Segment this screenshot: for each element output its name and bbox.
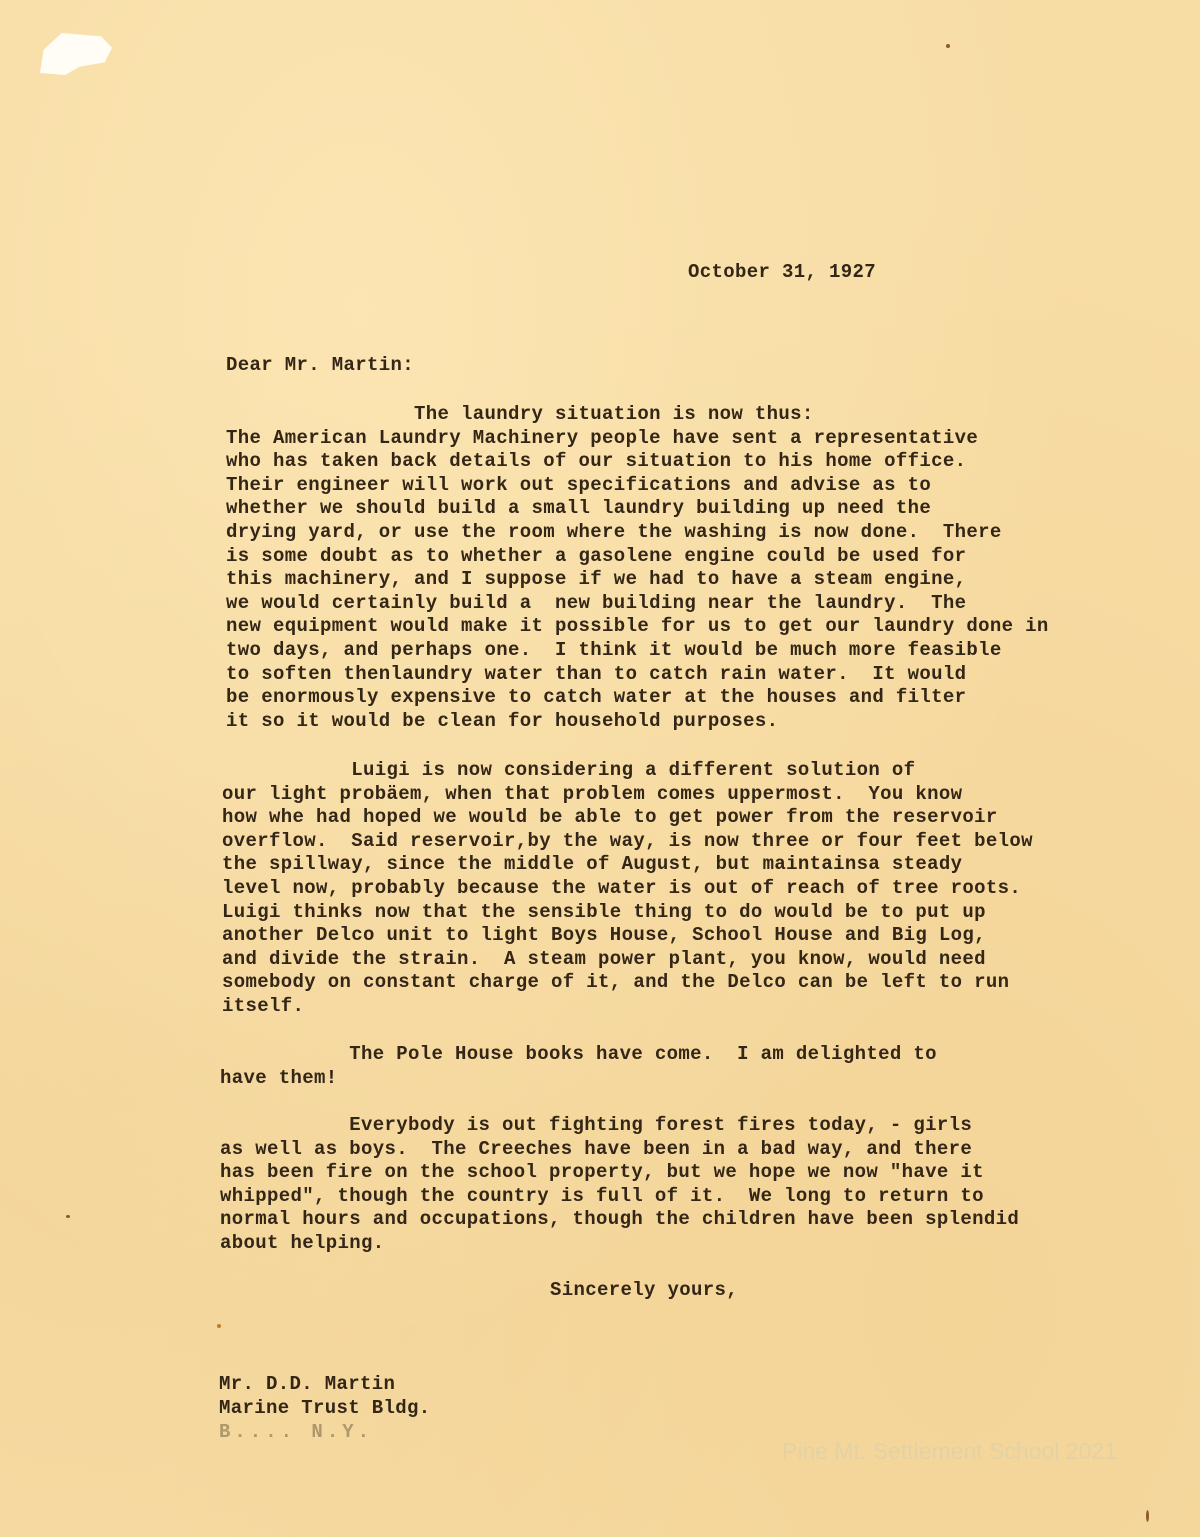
letter-closing: Sincerely yours, [550, 1279, 739, 1301]
body-line: our light probäem, when that problem comes uppermost. You know [222, 782, 963, 805]
body-line: as well as boys. The Creeches have been in a bad way, and there [220, 1137, 973, 1160]
body-line: normal hours and occupations, though the children have been splendid [220, 1208, 1020, 1231]
body-line: is some doubt as to whether a gasolene engine could be used for [226, 544, 967, 567]
body-line: Luigi thinks now that the sensible thing to do would be to put up [222, 900, 986, 923]
letter-date: October 31, 1927 [688, 261, 877, 283]
body-line: itself. [222, 995, 305, 1017]
paper-speck [217, 1324, 221, 1328]
body-line: to soften thenlaundry water than to catch rain water. It would [226, 662, 967, 685]
body-line: new equipment would make it possible for us to get our laundry done in [226, 615, 1049, 638]
body-line: The American Laundry Machinery people have sent a representative [226, 426, 979, 449]
body-line: be enormously expensive to catch water at the houses and filter [226, 686, 967, 709]
body-line: drying yard, or use the room where the washing is now done. There [226, 521, 1002, 543]
body-line: the spillway, since the middle of August, but maintainsa steady [222, 853, 963, 876]
body-line: this machinery, and I suppose if we had to have a steam engine, [226, 568, 967, 591]
body-line: The Pole House books have come. I am delighted to [220, 1043, 937, 1065]
body-line: two days, and perhaps one. I think it would be much more feasible [226, 639, 1002, 661]
address-line-building: Marine Trust Bldg. [219, 1397, 431, 1419]
address-line-city: B.... N.Y. [219, 1421, 374, 1443]
body-line: Their engineer will work out specifications and advise as to [226, 473, 932, 496]
body-line: overflow. Said reservoir,by the way, is now three or four feet below [222, 829, 1033, 852]
body-line: whether we should build a small laundry building up need the [226, 497, 932, 520]
body-line: have them! [220, 1066, 338, 1089]
paper-speck [66, 1215, 70, 1218]
body-line: it so it would be clean for household purposes. [226, 709, 779, 732]
body-line: somebody on constant charge of it, and the Delco can be left to run [222, 971, 1010, 994]
address-line-name: Mr. D.D. Martin [219, 1373, 396, 1395]
body-line: about helping. [220, 1232, 385, 1254]
body-line: another Delco unit to light Boys House, School House and Big Log, [222, 924, 986, 947]
body-line: The laundry situation is now thus: [226, 403, 814, 425]
body-line: who has taken back details of our situation to his home office. [226, 450, 967, 473]
watermark: Pine Mt. Settlement School 2021 [782, 1438, 1117, 1464]
body-line: Everybody is out fighting forest fires today, - girls [220, 1114, 973, 1136]
body-line: whipped", though the country is full of it. We long to return to [220, 1184, 984, 1207]
body-line: level now, probably because the water is out of reach of tree roots. [222, 877, 1022, 899]
paper-speck [1146, 1510, 1149, 1522]
body-line: we would certainly build a new building near the laundry. The [226, 591, 967, 614]
body-line: Luigi is now considering a different solution of [222, 759, 916, 781]
letter-salutation: Dear Mr. Martin: [226, 354, 415, 376]
paper-speck [946, 44, 950, 48]
body-line: and divide the strain. A steam power plant, you know, would need [222, 947, 986, 970]
body-line: how whe had hoped we would be able to get power from the reservoir [222, 806, 998, 829]
paper-hole [40, 33, 112, 75]
body-line: has been fire on the school property, but we hope we now "have it [220, 1161, 984, 1184]
